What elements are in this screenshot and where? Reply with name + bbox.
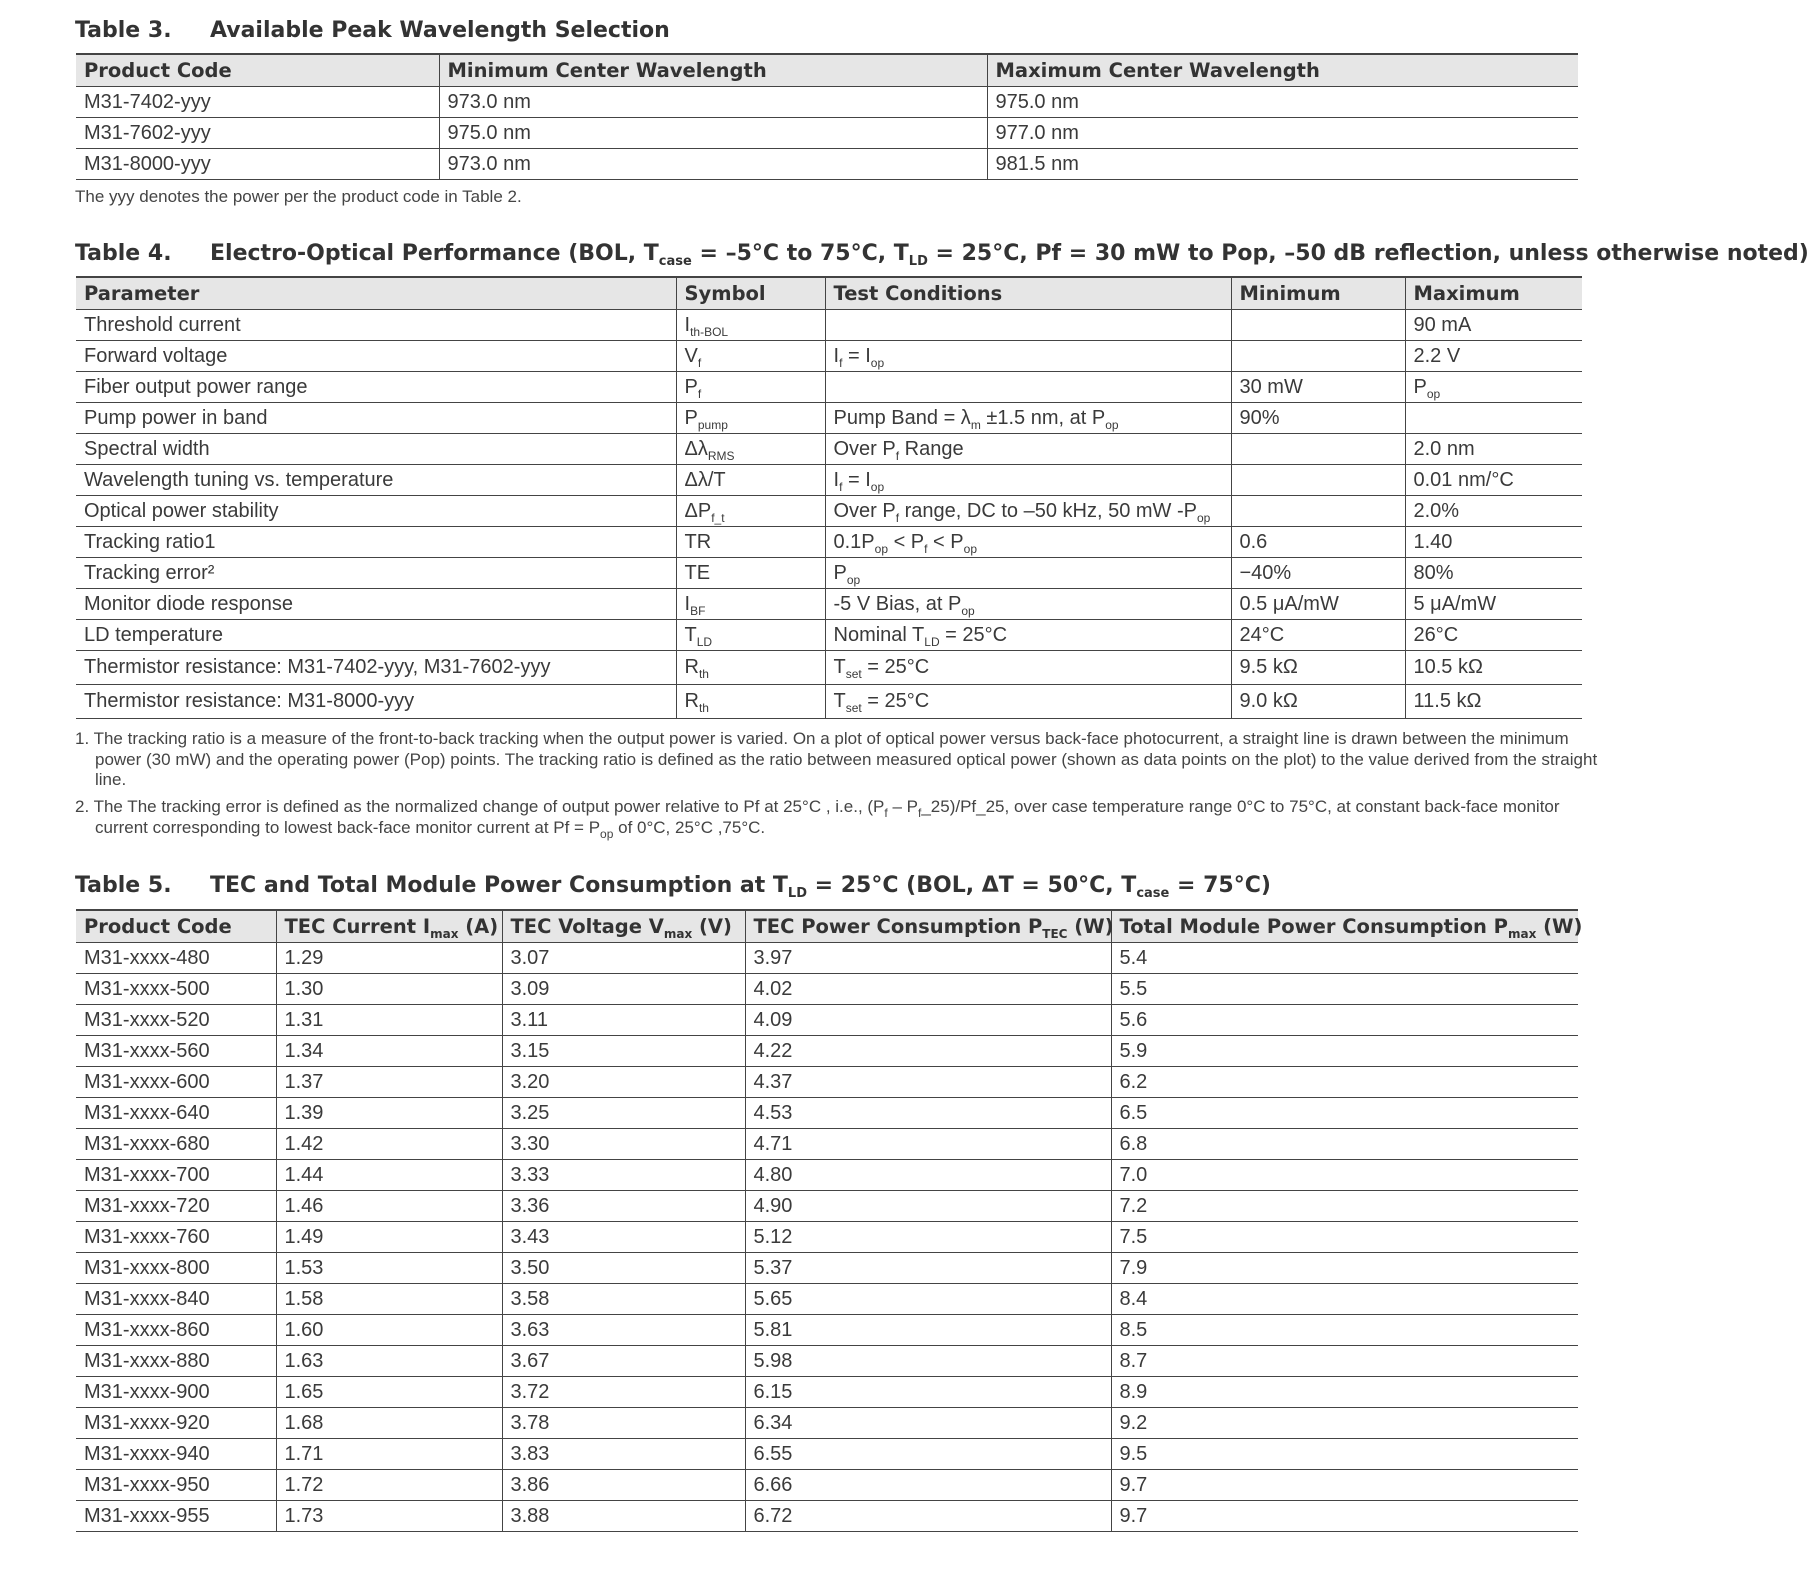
table-row [76, 1439, 1578, 1470]
table-row [76, 1315, 1578, 1346]
table4-footnote-1: 1. The tracking ratio is a measure of the front-to-back tracking when the output power is varied. On a plot of optical power versus back-face photocurrent, a straight line is drawn between the minimum power (30 mW) and the operating power (Pop) points. The tracking ratio is defined as the ratio between measured optical power (shown as data points on the plot) to the value derived from the straight line. [75, 729, 1598, 789]
table5-cell: 4.90 [745, 1191, 1111, 1222]
table-row [76, 1470, 1578, 1501]
table5-cell: 1.53 [276, 1253, 502, 1284]
table5-cell: M31-xxxx-720 [76, 1191, 276, 1222]
table4-footnote-2: 2. The The tracking error is defined as the normalized change of output power relative to Pf at 25°C , i.e., ($P_f$ – $P_f\_25)/Pf\_25$, over case temperature range 0°C to 75°C, at constant back-face monitor current corresponding to lowest back-face monitor current at $Pf = P_{op}$ of 0°C, 25°C ,75°C. [75, 797, 1560, 841]
table-row [76, 1005, 1578, 1036]
table4-title: Electro-Optical Performance (BOL, $T_{case} = -5^\circ C$ to 75°C, $T_{LD} = 25^\circ C$, Pf = 30 mW to Pop, –50 dB reflection, unless otherwise noted) [210, 241, 1809, 269]
table4-header-symbol: Symbol [676, 277, 825, 310]
table5-cell: 3.88 [502, 1501, 745, 1532]
table-row [76, 1160, 1578, 1191]
table-row [76, 1346, 1578, 1377]
table4-cell-symbol: $R_{th}$ [676, 685, 825, 719]
table5-cell: 1.39 [276, 1098, 502, 1129]
table5-cell: M31-xxxx-880 [76, 1346, 276, 1377]
table4-cell-minimum: 90% [1231, 403, 1405, 434]
table4-cell-minimum [1231, 496, 1405, 527]
table4-cell-parameter: Tracking ratio1 [76, 527, 676, 558]
table-row [76, 1377, 1578, 1408]
table5-cell: M31-xxxx-680 [76, 1129, 276, 1160]
table5-cell: 3.09 [502, 974, 745, 1005]
table5-cell: M31-xxxx-600 [76, 1067, 276, 1098]
table4-cell-maximum: 26°C [1405, 620, 1582, 651]
table4-cell-maximum: $P_{op}$ [1405, 372, 1582, 403]
table5-cell: 3.11 [502, 1005, 745, 1036]
table3-caption [75, 18, 670, 43]
table4-cell-minimum: 9.5 kΩ [1231, 651, 1405, 685]
table-row [76, 527, 1582, 558]
table-row [76, 1253, 1578, 1284]
table5-header-tec-voltage: TEC Voltage $V_{max}$ (V) [502, 910, 745, 943]
table3-cell: M31-7402-yyy [76, 87, 439, 118]
table3-number: Table 3. [75, 18, 172, 43]
table4-cell-test-conditions [825, 310, 1231, 341]
table3-header-min-wavelength: Minimum Center Wavelength [439, 54, 987, 87]
table4-cell-symbol: $P_f$ [676, 372, 825, 403]
table3-note: The yyy denotes the power per the product code in Table 2. [75, 187, 522, 206]
table5-cell: 3.36 [502, 1191, 745, 1222]
table5-cell: 4.09 [745, 1005, 1111, 1036]
table-row [76, 1036, 1578, 1067]
table4-caption [75, 241, 1809, 269]
table5-cell: 9.7 [1111, 1470, 1578, 1501]
table5-cell: 7.9 [1111, 1253, 1578, 1284]
table5-cell: 1.46 [276, 1191, 502, 1222]
table5-cell: 5.6 [1111, 1005, 1578, 1036]
table5-cell: M31-xxxx-940 [76, 1439, 276, 1470]
table5-cell: M31-xxxx-700 [76, 1160, 276, 1191]
table-row [76, 434, 1582, 465]
table4-cell-minimum: −40% [1231, 558, 1405, 589]
table5-cell: M31-xxxx-560 [76, 1036, 276, 1067]
table5-cell: 1.71 [276, 1439, 502, 1470]
table5-tec-power-consumption [76, 909, 1583, 1532]
table5-cell: 1.72 [276, 1470, 502, 1501]
table5-cell: 4.80 [745, 1160, 1111, 1191]
table4-cell-test-conditions: Over $P_f$ Range [825, 434, 1231, 465]
table5-cell: 9.5 [1111, 1439, 1578, 1470]
table4-cell-test-conditions: $I_f = I_{op}$ [825, 341, 1231, 372]
table5-cell: 9.7 [1111, 1501, 1578, 1532]
table5-cell: 6.15 [745, 1377, 1111, 1408]
table5-cell: M31-xxxx-920 [76, 1408, 276, 1439]
table-row [76, 1098, 1578, 1129]
table4-cell-parameter: Optical power stability [76, 496, 676, 527]
table5-cell: 7.5 [1111, 1222, 1578, 1253]
table5-cell: 5.9 [1111, 1036, 1578, 1067]
table3-cell: 975.0 nm [987, 87, 1578, 118]
table-row [76, 118, 1578, 149]
table5-cell: 5.5 [1111, 974, 1578, 1005]
table5-cell: M31-xxxx-760 [76, 1222, 276, 1253]
table5-cell: 1.29 [276, 943, 502, 974]
table-row [76, 87, 1578, 118]
table4-cell-symbol: TR [676, 527, 825, 558]
table4-cell-symbol: $I_{BF}$ [676, 589, 825, 620]
table4-cell-minimum [1231, 341, 1405, 372]
table4-cell-test-conditions: $T_{set} = 25^\circ C$ [825, 685, 1231, 719]
table5-cell: 3.86 [502, 1470, 745, 1501]
table5-cell: 3.25 [502, 1098, 745, 1129]
table5-cell: M31-xxxx-900 [76, 1377, 276, 1408]
table-row [76, 620, 1582, 651]
table5-cell: 4.02 [745, 974, 1111, 1005]
table4-cell-symbol: $I_{th-BOL}$ [676, 310, 825, 341]
table3-cell: 977.0 nm [987, 118, 1578, 149]
table4-cell-symbol: $V_f$ [676, 341, 825, 372]
table-row [76, 310, 1582, 341]
table5-cell: M31-xxxx-480 [76, 943, 276, 974]
table5-cell: 6.34 [745, 1408, 1111, 1439]
table4-cell-symbol: $T_{LD}$ [676, 620, 825, 651]
table-row [76, 651, 1582, 685]
table5-cell: 6.2 [1111, 1067, 1578, 1098]
table4-cell-test-conditions: Over $P_f$ range, DC to –50 kHz, 50 mW $-P_{op}$ [825, 496, 1231, 527]
table4-cell-test-conditions: -5 V Bias, at $P_{op}$ [825, 589, 1231, 620]
table5-cell: M31-xxxx-955 [76, 1501, 276, 1532]
table-row [76, 372, 1582, 403]
table-row [76, 1284, 1578, 1315]
table5-cell: 5.12 [745, 1222, 1111, 1253]
table4-cell-maximum: 1.40 [1405, 527, 1582, 558]
table5-cell: 7.0 [1111, 1160, 1578, 1191]
table5-cell: 1.63 [276, 1346, 502, 1377]
table3-title: Available Peak Wavelength Selection [210, 18, 670, 43]
table5-cell: 5.37 [745, 1253, 1111, 1284]
table3-header-max-wavelength: Maximum Center Wavelength [987, 54, 1578, 87]
table4-cell-parameter: Tracking error² [76, 558, 676, 589]
table5-cell: M31-xxxx-950 [76, 1470, 276, 1501]
table5-cell: M31-xxxx-860 [76, 1315, 276, 1346]
table5-cell: M31-xxxx-800 [76, 1253, 276, 1284]
table4-cell-parameter: Wavelength tuning vs. temperature [76, 465, 676, 496]
table4-cell-maximum: 5 μA/mW [1405, 589, 1582, 620]
table5-cell: 1.58 [276, 1284, 502, 1315]
table5-cell: 6.55 [745, 1439, 1111, 1470]
table5-cell: 3.72 [502, 1377, 745, 1408]
table4-cell-test-conditions: $P_{op}$ [825, 558, 1231, 589]
table4-header-maximum: Maximum [1405, 277, 1582, 310]
table-row [76, 1408, 1578, 1439]
table5-cell: 3.43 [502, 1222, 745, 1253]
table3-wavelength-selection [76, 53, 1578, 180]
table-row [76, 1067, 1578, 1098]
table4-cell-test-conditions: Pump Band = $\lambda_m \pm 1.5$ nm, at $P_{op}$ [825, 403, 1231, 434]
table4-cell-test-conditions: $0.1P_{op} < P_f < P_{op}$ [825, 527, 1231, 558]
table5-cell: 5.4 [1111, 943, 1578, 974]
table5-cell: 3.33 [502, 1160, 745, 1191]
table5-caption [75, 873, 1271, 901]
table4-number: Table 4. [75, 241, 172, 266]
table5-cell: 3.07 [502, 943, 745, 974]
table5-cell: 8.7 [1111, 1346, 1578, 1377]
table4-cell-test-conditions [825, 372, 1231, 403]
table4-cell-maximum: 80% [1405, 558, 1582, 589]
table5-header-product-code: Product Code [76, 910, 276, 943]
table4-cell-maximum: 2.0 nm [1405, 434, 1582, 465]
table4-cell-parameter: Thermistor resistance: M31-8000-yyy [76, 685, 676, 719]
table5-cell: 1.31 [276, 1005, 502, 1036]
table5-cell: 1.68 [276, 1408, 502, 1439]
table5-cell: 3.78 [502, 1408, 745, 1439]
table5-cell: M31-xxxx-520 [76, 1005, 276, 1036]
table-row [76, 496, 1582, 527]
table5-cell: 3.63 [502, 1315, 745, 1346]
table4-cell-minimum [1231, 310, 1405, 341]
table5-cell: 9.2 [1111, 1408, 1578, 1439]
table5-cell: 3.67 [502, 1346, 745, 1377]
table-row [76, 558, 1582, 589]
table4-cell-minimum: 24°C [1231, 620, 1405, 651]
table5-cell: M31-xxxx-640 [76, 1098, 276, 1129]
table4-cell-maximum: 10.5 kΩ [1405, 651, 1582, 685]
table5-cell: 8.4 [1111, 1284, 1578, 1315]
table3-cell: 973.0 nm [439, 87, 987, 118]
table5-cell: 3.58 [502, 1284, 745, 1315]
table4-cell-maximum: 0.01 nm/°C [1405, 465, 1582, 496]
table4-header-test-conditions: Test Conditions [825, 277, 1231, 310]
table5-cell: 3.30 [502, 1129, 745, 1160]
table5-cell: 3.50 [502, 1253, 745, 1284]
table5-header-total-module-power: Total Module Power Consumption $P_{max}$ (W) [1111, 910, 1578, 943]
table5-cell: 3.20 [502, 1067, 745, 1098]
table-row [76, 974, 1578, 1005]
table5-cell: 3.97 [745, 943, 1111, 974]
table5-cell: 4.37 [745, 1067, 1111, 1098]
table5-cell: 1.34 [276, 1036, 502, 1067]
table5-cell: 1.37 [276, 1067, 502, 1098]
table3-cell: M31-7602-yyy [76, 118, 439, 149]
table5-cell: 5.81 [745, 1315, 1111, 1346]
table5-title: TEC and Total Module Power Consumption at $T_{LD} = 25^\circ C$ (BOL, ΔT = 50°C, $T_{case} = 75^\circ C$) [210, 873, 1271, 901]
table5-header-tec-power: TEC Power Consumption $P_{TEC}$ (W) [745, 910, 1111, 943]
table4-cell-parameter: LD temperature [76, 620, 676, 651]
table5-cell: 4.22 [745, 1036, 1111, 1067]
table4-header-parameter: Parameter [76, 277, 676, 310]
table5-cell: 3.15 [502, 1036, 745, 1067]
table5-cell: 6.72 [745, 1501, 1111, 1532]
table5-cell: 8.5 [1111, 1315, 1578, 1346]
table5-cell: 3.83 [502, 1439, 745, 1470]
table5-cell: 1.65 [276, 1377, 502, 1408]
table4-cell-minimum [1231, 434, 1405, 465]
table4-cell-minimum: 0.6 [1231, 527, 1405, 558]
table3-header-product-code: Product Code [76, 54, 439, 87]
table5-cell: 8.9 [1111, 1377, 1578, 1408]
table4-header-minimum: Minimum [1231, 277, 1405, 310]
table5-cell: 1.44 [276, 1160, 502, 1191]
table5-cell: 5.65 [745, 1284, 1111, 1315]
table4-cell-maximum [1405, 403, 1582, 434]
table4-cell-parameter: Forward voltage [76, 341, 676, 372]
table4-cell-maximum: 2.0% [1405, 496, 1582, 527]
table-row [76, 465, 1582, 496]
table-row [76, 1222, 1578, 1253]
table5-cell: 1.73 [276, 1501, 502, 1532]
table-row [76, 1129, 1578, 1160]
table4-cell-minimum: 9.0 kΩ [1231, 685, 1405, 719]
table4-cell-symbol: $R_{th}$ [676, 651, 825, 685]
table4-cell-test-conditions: $I_f = I_{op}$ [825, 465, 1231, 496]
table4-cell-maximum: 2.2 V [1405, 341, 1582, 372]
table4-cell-symbol: $P_{pump}$ [676, 403, 825, 434]
table5-cell: 4.71 [745, 1129, 1111, 1160]
table4-cell-parameter: Fiber output power range [76, 372, 676, 403]
table4-cell-minimum: 0.5 μA/mW [1231, 589, 1405, 620]
table4-cell-symbol: $\Delta\lambda_{RMS}$ [676, 434, 825, 465]
table5-header-tec-current: TEC Current $I_{max}$ (A) [276, 910, 502, 943]
table5-cell: 6.5 [1111, 1098, 1578, 1129]
table4-cell-test-conditions: $T_{set} = 25^\circ C$ [825, 651, 1231, 685]
table5-cell: M31-xxxx-840 [76, 1284, 276, 1315]
table5-cell: 6.66 [745, 1470, 1111, 1501]
table5-cell: 1.49 [276, 1222, 502, 1253]
table4-cell-test-conditions: Nominal $T_{LD} = 25^\circ C$ [825, 620, 1231, 651]
table4-cell-minimum [1231, 465, 1405, 496]
table5-cell: M31-xxxx-500 [76, 974, 276, 1005]
table-row [76, 149, 1578, 180]
table-row [76, 685, 1582, 719]
table4-cell-parameter: Pump power in band [76, 403, 676, 434]
table4-cell-parameter: Spectral width [76, 434, 676, 465]
table3-cell: 981.5 nm [987, 149, 1578, 180]
table-row [76, 943, 1578, 974]
table4-cell-maximum: 90 mA [1405, 310, 1582, 341]
table5-cell: 5.98 [745, 1346, 1111, 1377]
table-row [76, 403, 1582, 434]
table3-cell: M31-8000-yyy [76, 149, 439, 180]
table5-cell: 7.2 [1111, 1191, 1578, 1222]
table4-cell-minimum: 30 mW [1231, 372, 1405, 403]
table5-cell: 1.60 [276, 1315, 502, 1346]
table-row [76, 1191, 1578, 1222]
table5-cell: 1.42 [276, 1129, 502, 1160]
table3-cell: 973.0 nm [439, 149, 987, 180]
table4-cell-symbol: Δλ/T [676, 465, 825, 496]
table5-cell: 6.8 [1111, 1129, 1578, 1160]
table5-cell: 4.53 [745, 1098, 1111, 1129]
table-row [76, 341, 1582, 372]
table5-number: Table 5. [75, 873, 172, 898]
table4-cell-maximum: 11.5 kΩ [1405, 685, 1582, 719]
table4-cell-parameter: Monitor diode response [76, 589, 676, 620]
table5-cell: 1.30 [276, 974, 502, 1005]
table3-cell: 975.0 nm [439, 118, 987, 149]
table4-cell-symbol: TE [676, 558, 825, 589]
table-row [76, 589, 1582, 620]
table4-cell-parameter: Thermistor resistance: M31-7402-yyy, M31-7602-yyy [76, 651, 676, 685]
table4-cell-symbol: $\Delta P_{f\_t}$ [676, 496, 825, 527]
table4-cell-parameter: Threshold current [76, 310, 676, 341]
table-row [76, 1501, 1578, 1532]
table4-electro-optical-performance [76, 276, 1582, 719]
